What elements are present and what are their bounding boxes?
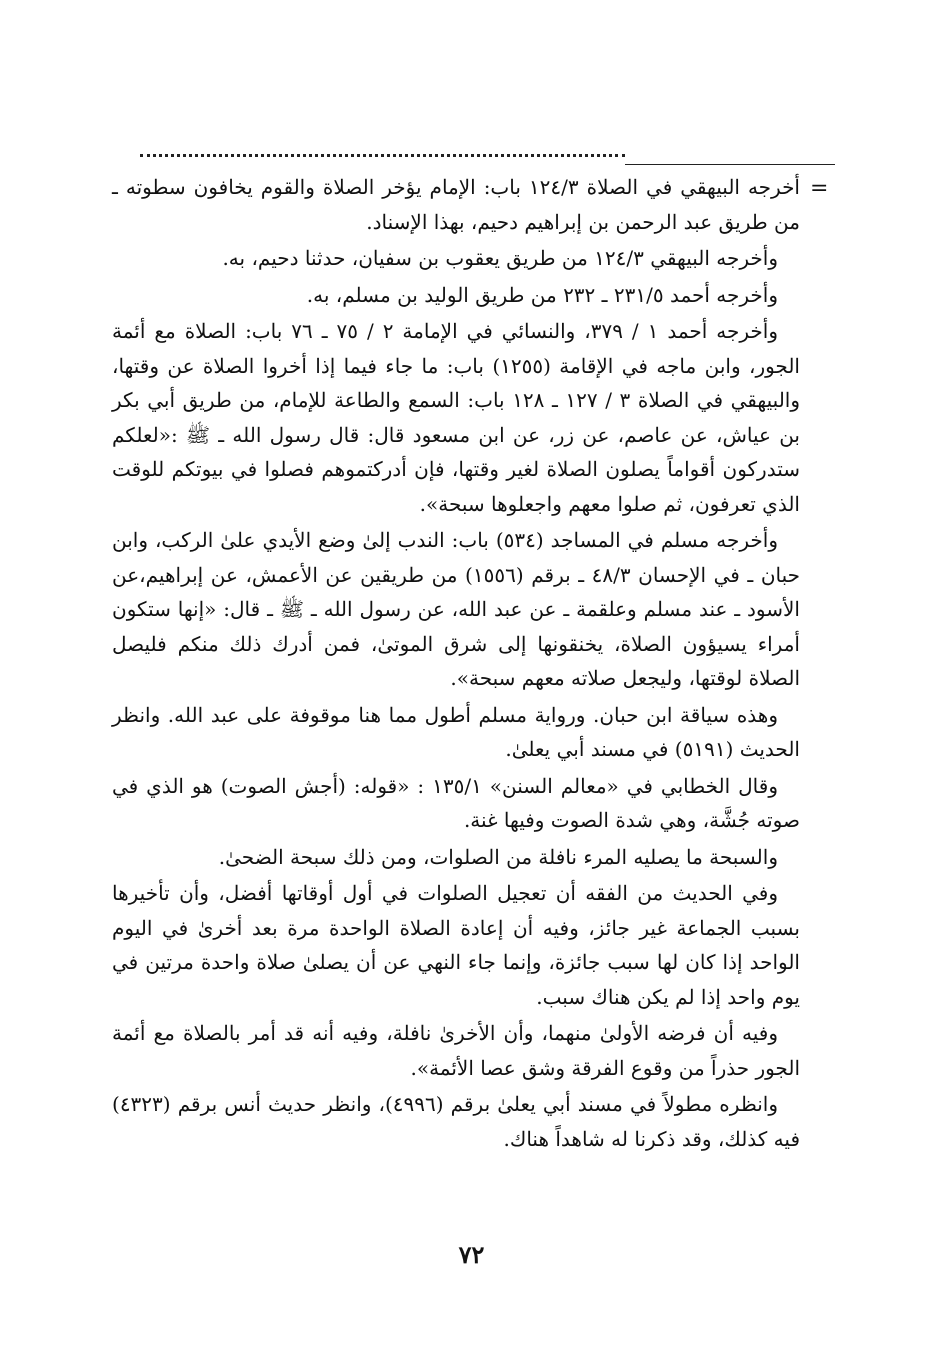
paragraph: وفي الحديث من الفقه أن تعجيل الصلوات في أول أوقاتها أفضل، وأن تأخيرها بسبب الجماعة غير جائز، وفيه أن إعادة الصلاة الواحدة مرة بعد أخرىٰ في اليوم الواحد إذا كان لها سبب جائزة، وإنما جاء النهي عن أن يصلىٰ صلاة واحدة مرتين في يوم واحد إذا لم يكن هناك سبب. <box>112 881 800 1009</box>
paragraph: وقال الخطابي في «معالم السنن» ١٣٥/١ : «قوله: (أجش الصوت) هو الذي في صوته جُشَّة، وهي شدة الصوت وفيها غنة. <box>112 773 800 832</box>
paragraph: وأخرجه أحمد ١ / ٣٧٩، والنسائي في الإمامة ٢ / ٧٥ ـ ٧٦ باب: الصلاة مع أئمة الجور، وابن ماجه في الإقامة (١٢٥٥) باب: ما جاء فيما إذا أخروا الصلاة عن وقتها، والبيهقي في الصلاة ٣ / ١٢٧ ـ ١٢٨ باب: السمع والطاعة للإمام، من طريق أبي بكر بن عياش، عن عاصم، عن زر، عن ابن مسعود قال: قال رسول الله ـ ﷺ :«لعلكم ستدركون أقواماً يصلون الصلاة لغير وقتها، فإن أدركتموهم فصلوا في بيوتكم للوقت الذي تعرفون، ثم صلوا معهم واجعلوها سبحة». <box>112 319 801 516</box>
footnote-rule <box>625 164 835 165</box>
paragraph: وانظره مطولاً في مسند أبي يعلىٰ برقم (٤٩٩٦)، وانظر حديث أنس برقم (٤٣٢٣) فيه كذلك، وقد ذكرنا له شاهداً هناك. <box>112 1092 800 1151</box>
paragraph: وأخرجه أحمد ٢٣١/٥ ـ ٢٣٢ من طريق الوليد بن مسلم، به. <box>306 282 778 307</box>
footnote-separator <box>140 150 835 170</box>
paragraph: وهذه سياقة ابن حبان. ورواية مسلم أطول مما هنا موقوفة على عبد الله. وانظر الحديث (٥١٩١) في مسند أبي يعلىٰ. <box>112 702 800 761</box>
continuation-mark: = <box>810 176 829 201</box>
page-number: ٧٢ <box>458 1240 485 1269</box>
dotted-rule <box>140 154 625 157</box>
footnote-body <box>112 170 800 1158</box>
paragraph: وأخرجه مسلم في المساجد (٥٣٤) باب: الندب إلىٰ وضع الأيدي علىٰ الركب، وابن حبان ـ في الإحسان ٤٨/٣ ـ برقم (١٥٥٦) من طريقين عن الأعمش، عن إبراهيم،عن الأسود ـ عند مسلم وعلقمة ـ عن عبد الله، عن رسول الله ـ ﷺ ـ قال: «إنها ستكون أمراء يسيؤون الصلاة، يخنقونها إلى شرق الموتىٰ، فمن أدرك ذلك منكم فليصل الصلاة لوقتها، وليجعل صلاته معهم سبحة». <box>112 528 800 690</box>
paragraph: والسبحة ما يصليه المرء نافلة من الصلوات، ومن ذلك سبحة الضحىٰ. <box>218 844 778 869</box>
paragraph: أخرجه البيهقي في الصلاة ١٢٤/٣ باب: الإمام يؤخر الصلاة والقوم يخافون سطوته ـ من طريق عبد الرحمن بن إبراهيم دحيم، بهذا الإسناد. <box>112 175 800 234</box>
paragraph: وفيه أن فرضه الأولىٰ منهما، وأن الأخرىٰ نافلة، وفيه أنه قد أمر بالصلاة مع أئمة الجور حذراً من وقوع الفرقة وشق عصا الأئمة». <box>112 1021 800 1080</box>
paragraph: وأخرجه البيهقي ١٢٤/٣ من طريق يعقوب بن سفيان، حدثنا دحيم، به. <box>222 246 778 270</box>
